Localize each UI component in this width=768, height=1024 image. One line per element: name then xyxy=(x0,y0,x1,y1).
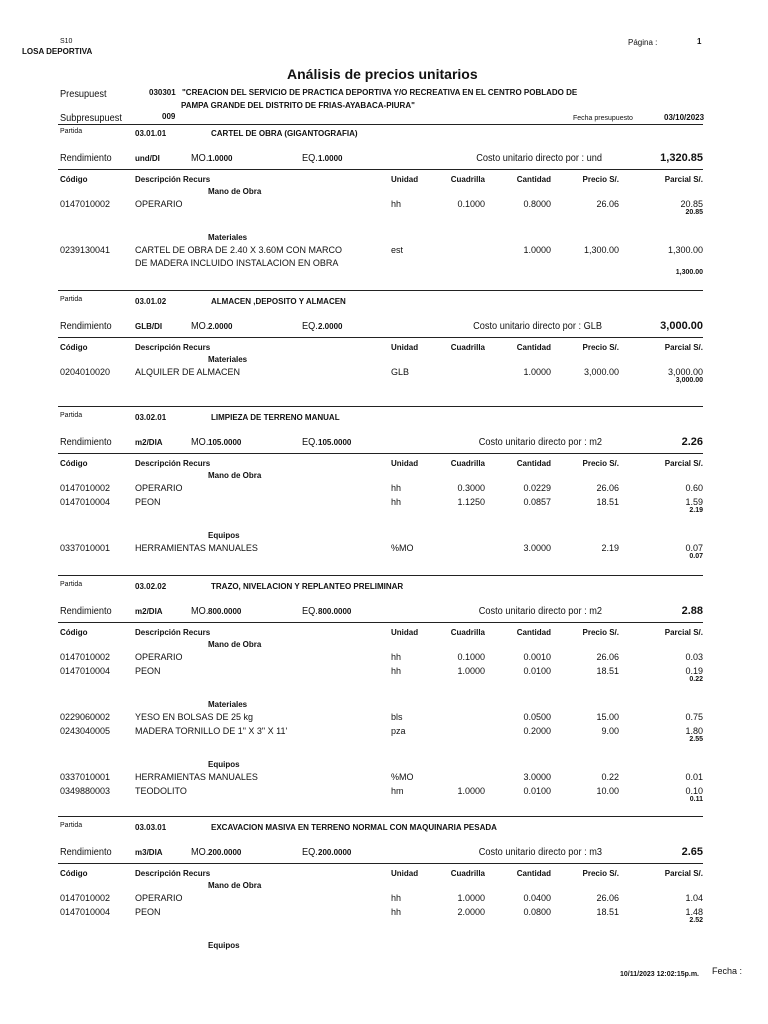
mo-value: 800.0000 xyxy=(208,607,242,616)
costo-unitario-label: Costo unitario directo por : m2 xyxy=(478,437,602,448)
col-descripcion: Descripción Recurs xyxy=(135,628,211,637)
item-parcial: 0.07 xyxy=(685,543,703,553)
col-descripcion: Descripción Recurs xyxy=(135,869,211,878)
item-precio: 26.06 xyxy=(596,199,619,209)
col-descripcion: Descripción Recurs xyxy=(135,459,211,468)
col-codigo: Código xyxy=(60,343,88,352)
item-cuadrilla: 0.1000 xyxy=(457,652,485,662)
col-precio: Precio S/. xyxy=(582,869,619,878)
item-description: PEON xyxy=(135,497,161,507)
group-subtotal: 2.19 xyxy=(689,507,703,514)
item-parcial: 0.01 xyxy=(685,772,703,782)
item-parcial: 0.75 xyxy=(685,712,703,722)
item-cantidad: 1.0000 xyxy=(523,367,551,377)
item-parcial: 1.04 xyxy=(685,893,703,903)
item-parcial: 0.60 xyxy=(685,483,703,493)
rendimiento-divider xyxy=(58,453,703,454)
item-precio: 15.00 xyxy=(596,712,619,722)
item-unit: hh xyxy=(391,483,402,493)
group-header: Mano de Obra xyxy=(208,640,262,649)
col-parcial: Parcial S/. xyxy=(664,175,703,184)
costo-unitario-label: Costo unitario directo por : GLB xyxy=(473,321,602,332)
group-subtotal: 0.07 xyxy=(689,553,703,560)
item-unit: hh xyxy=(391,893,402,903)
rendimiento-divider xyxy=(58,337,703,338)
col-parcial: Parcial S/. xyxy=(664,459,703,468)
partida-name: LIMPIEZA DE TERRENO MANUAL xyxy=(211,413,340,422)
group-header: Equipos xyxy=(208,941,240,950)
rendimiento-label: Rendimiento xyxy=(60,321,112,332)
col-cantidad: Cantidad xyxy=(516,343,551,352)
item-cuadrilla: 1.1250 xyxy=(457,497,485,507)
item-description: OPERARIO xyxy=(135,199,183,209)
page-label: Página : xyxy=(628,38,658,47)
item-parcial: 0.03 xyxy=(685,652,703,662)
col-unidad: Unidad xyxy=(391,343,419,352)
col-precio: Precio S/. xyxy=(582,343,619,352)
col-descripcion: Descripción Recurs xyxy=(135,343,211,352)
item-code: 0147010004 xyxy=(60,907,111,917)
system-label: S10 xyxy=(60,38,73,45)
item-code: 0147010004 xyxy=(60,666,111,676)
item-code: 0147010002 xyxy=(60,652,111,662)
item-description: HERRAMIENTAS MANUALES xyxy=(135,772,258,782)
group-header: Equipos xyxy=(208,531,240,540)
mo-label: MO. xyxy=(191,847,209,858)
item-code: 0229060002 xyxy=(60,712,111,722)
page-title: Análisis de precios unitarios xyxy=(287,66,478,82)
item-description: OPERARIO xyxy=(135,893,183,903)
partida-label: Partida xyxy=(60,822,83,829)
rendimiento-divider xyxy=(58,863,703,864)
partida-label: Partida xyxy=(60,128,83,135)
mo-label: MO. xyxy=(191,321,209,332)
item-cantidad: 0.0010 xyxy=(523,652,551,662)
item-precio: 26.06 xyxy=(596,483,619,493)
col-precio: Precio S/. xyxy=(582,175,619,184)
group-header: Mano de Obra xyxy=(208,471,262,480)
partida-label: Partida xyxy=(60,412,83,419)
item-parcial: 0.10 xyxy=(685,786,703,796)
eq-value: 200.0000 xyxy=(318,848,352,857)
partida-code: 03.01.01 xyxy=(135,129,167,138)
page-number: 1 xyxy=(697,37,702,46)
col-codigo: Código xyxy=(60,459,88,468)
fecha-presupuesto-label: Fecha presupuesto xyxy=(573,115,633,122)
col-parcial: Parcial S/. xyxy=(664,628,703,637)
item-cuadrilla: 0.1000 xyxy=(457,199,485,209)
item-cantidad: 0.0400 xyxy=(523,893,551,903)
partida-name: EXCAVACION MASIVA EN TERRENO NORMAL CON MAQUINARIA PESADA xyxy=(211,823,497,832)
project-short-name: LOSA DEPORTIVA xyxy=(22,47,93,56)
col-cuadrilla: Cuadrilla xyxy=(450,343,485,352)
item-parcial: 1,300.00 xyxy=(667,245,703,255)
item-cuadrilla: 1.0000 xyxy=(457,893,485,903)
col-codigo: Código xyxy=(60,175,88,184)
item-precio: 18.51 xyxy=(596,497,619,507)
item-parcial: 3,000.00 xyxy=(667,367,703,377)
mo-label: MO. xyxy=(191,153,209,164)
col-descripcion: Descripción Recurs xyxy=(135,175,211,184)
item-description: OPERARIO xyxy=(135,652,183,662)
item-precio: 18.51 xyxy=(596,666,619,676)
col-precio: Precio S/. xyxy=(582,459,619,468)
col-cuadrilla: Cuadrilla xyxy=(450,459,485,468)
group-subtotal: 2.52 xyxy=(689,917,703,924)
item-precio: 26.06 xyxy=(596,652,619,662)
rendimiento-unit: GLB/DI xyxy=(135,322,163,331)
partida-label: Partida xyxy=(60,581,83,588)
costo-unitario-label: Costo unitario directo por : m2 xyxy=(478,606,602,617)
costo-unitario-value: 2.65 xyxy=(681,846,703,858)
item-precio: 3,000.00 xyxy=(583,367,619,377)
header-divider xyxy=(58,124,703,125)
partida-divider xyxy=(58,816,703,817)
presupuesto-code: 030301 xyxy=(149,88,176,97)
rendimiento-unit: m3/DIA xyxy=(135,848,163,857)
group-header: Mano de Obra xyxy=(208,881,262,890)
item-code: 0147010002 xyxy=(60,893,111,903)
item-code: 0239130041 xyxy=(60,245,111,255)
group-header: Materiales xyxy=(208,233,248,242)
col-parcial: Parcial S/. xyxy=(664,343,703,352)
col-unidad: Unidad xyxy=(391,459,419,468)
item-cantidad: 0.8000 xyxy=(523,199,551,209)
item-code: 0147010002 xyxy=(60,199,111,209)
presupuesto-desc-line1: "CREACION DEL SERVICIO DE PRACTICA DEPORTIVA Y/O RECREATIVA EN EL CENTRO POBLADO DE xyxy=(182,88,578,97)
rendimiento-label: Rendimiento xyxy=(60,153,112,164)
eq-label: EQ. xyxy=(302,606,318,617)
subpresupuesto-code: 009 xyxy=(162,112,176,121)
col-unidad: Unidad xyxy=(391,869,419,878)
item-precio: 9.00 xyxy=(601,726,619,736)
fecha-presupuesto: 03/10/2023 xyxy=(664,113,705,122)
item-parcial: 1.80 xyxy=(685,726,703,736)
partida-divider xyxy=(58,290,703,291)
col-unidad: Unidad xyxy=(391,175,419,184)
item-unit: pza xyxy=(391,726,406,736)
item-description-line2: DE MADERA INCLUIDO INSTALACION EN OBRA xyxy=(135,258,339,268)
item-unit: hh xyxy=(391,497,402,507)
eq-label: EQ. xyxy=(302,153,318,164)
rendimiento-label: Rendimiento xyxy=(60,606,112,617)
partida-code: 03.01.02 xyxy=(135,297,167,306)
item-unit: hh xyxy=(391,666,402,676)
item-cantidad: 3.0000 xyxy=(523,772,551,782)
rendimiento-label: Rendimiento xyxy=(60,437,112,448)
item-code: 0243040005 xyxy=(60,726,111,736)
costo-unitario-label: Costo unitario directo por : und xyxy=(476,153,602,164)
eq-value: 2.0000 xyxy=(318,322,343,331)
item-parcial: 20.85 xyxy=(680,199,703,209)
eq-label: EQ. xyxy=(302,437,318,448)
col-precio: Precio S/. xyxy=(582,628,619,637)
col-cuadrilla: Cuadrilla xyxy=(450,175,485,184)
item-unit: est xyxy=(391,245,404,255)
group-header: Equipos xyxy=(208,760,240,769)
item-precio: 1,300.00 xyxy=(583,245,619,255)
item-cantidad: 0.0800 xyxy=(523,907,551,917)
mo-value: 1.0000 xyxy=(208,154,233,163)
partida-name: CARTEL DE OBRA (GIGANTOGRAFIA) xyxy=(211,129,358,138)
group-subtotal: 2.55 xyxy=(689,736,703,743)
mo-value: 2.0000 xyxy=(208,322,233,331)
footer-fecha-label: Fecha : xyxy=(712,966,743,976)
eq-label: EQ. xyxy=(302,847,318,858)
partida-code: 03.02.01 xyxy=(135,413,167,422)
item-precio: 2.19 xyxy=(601,543,619,553)
col-cantidad: Cantidad xyxy=(516,175,551,184)
item-cantidad: 0.2000 xyxy=(523,726,551,736)
col-codigo: Código xyxy=(60,628,88,637)
item-cuadrilla: 1.0000 xyxy=(457,786,485,796)
item-unit: hh xyxy=(391,652,402,662)
item-code: 0147010002 xyxy=(60,483,111,493)
item-cantidad: 0.0500 xyxy=(523,712,551,722)
item-cantidad: 1.0000 xyxy=(523,245,551,255)
presupuesto-label: Presupuest xyxy=(60,89,107,100)
item-cantidad: 3.0000 xyxy=(523,543,551,553)
partida-code: 03.02.02 xyxy=(135,582,167,591)
item-precio: 18.51 xyxy=(596,907,619,917)
group-header: Materiales xyxy=(208,355,248,364)
group-header: Mano de Obra xyxy=(208,187,262,196)
costo-unitario-value: 3,000.00 xyxy=(660,320,703,332)
col-cuadrilla: Cuadrilla xyxy=(450,628,485,637)
rendimiento-divider xyxy=(58,622,703,623)
col-unidad: Unidad xyxy=(391,628,419,637)
rendimiento-unit: und/DI xyxy=(135,154,160,163)
item-parcial: 0.19 xyxy=(685,666,703,676)
partida-divider xyxy=(58,575,703,576)
item-unit: GLB xyxy=(391,367,410,377)
item-precio: 0.22 xyxy=(601,772,619,782)
group-subtotal: 20.85 xyxy=(685,209,703,216)
partida-name: TRAZO, NIVELACION Y REPLANTEO PRELIMINAR xyxy=(211,582,404,591)
item-code: 0147010004 xyxy=(60,497,111,507)
item-description: MADERA TORNILLO DE 1" X 3" X 11' xyxy=(135,726,288,736)
item-unit: hm xyxy=(391,786,404,796)
partida-name: ALMACEN ,DEPOSITO Y ALMACEN xyxy=(211,297,346,306)
mo-label: MO. xyxy=(191,437,209,448)
group-subtotal: 0.11 xyxy=(689,796,703,803)
item-code: 0204010020 xyxy=(60,367,111,377)
item-cantidad: 0.0229 xyxy=(523,483,551,493)
item-code: 0337010001 xyxy=(60,772,111,782)
item-description: CARTEL DE OBRA DE 2.40 X 3.60M CON MARCO xyxy=(135,245,343,255)
item-precio: 10.00 xyxy=(596,786,619,796)
item-description: HERRAMIENTAS MANUALES xyxy=(135,543,258,553)
group-subtotal: 1,300.00 xyxy=(675,269,703,276)
item-description: PEON xyxy=(135,666,161,676)
costo-unitario-label: Costo unitario directo por : m3 xyxy=(478,847,602,858)
costo-unitario-value: 1,320.85 xyxy=(660,152,703,164)
item-cantidad: 0.0100 xyxy=(523,786,551,796)
eq-value: 1.0000 xyxy=(318,154,343,163)
eq-label: EQ. xyxy=(302,321,318,332)
eq-value: 800.0000 xyxy=(318,607,352,616)
group-header: Materiales xyxy=(208,700,248,709)
item-unit: hh xyxy=(391,907,402,917)
col-cantidad: Cantidad xyxy=(516,869,551,878)
mo-label: MO. xyxy=(191,606,209,617)
col-parcial: Parcial S/. xyxy=(664,869,703,878)
item-code: 0349880003 xyxy=(60,786,111,796)
partida-code: 03.03.01 xyxy=(135,823,167,832)
item-description: OPERARIO xyxy=(135,483,183,493)
item-cantidad: 0.0100 xyxy=(523,666,551,676)
eq-value: 105.0000 xyxy=(318,438,352,447)
costo-unitario-value: 2.88 xyxy=(681,605,703,617)
col-cuadrilla: Cuadrilla xyxy=(450,869,485,878)
item-description: TEODOLITO xyxy=(135,786,187,796)
item-unit: %MO xyxy=(391,543,414,553)
col-codigo: Código xyxy=(60,869,88,878)
item-cuadrilla: 0.3000 xyxy=(457,483,485,493)
mo-value: 105.0000 xyxy=(208,438,242,447)
item-code: 0337010001 xyxy=(60,543,111,553)
item-unit: hh xyxy=(391,199,402,209)
col-cantidad: Cantidad xyxy=(516,459,551,468)
item-cuadrilla: 1.0000 xyxy=(457,666,485,676)
partida-divider xyxy=(58,406,703,407)
partida-label: Partida xyxy=(60,296,83,303)
footer-datetime: 10/11/2023 12:02:15p.m. xyxy=(620,971,700,978)
rendimiento-label: Rendimiento xyxy=(60,847,112,858)
item-description: PEON xyxy=(135,907,161,917)
item-description: ALQUILER DE ALMACEN xyxy=(135,367,241,377)
item-cantidad: 0.0857 xyxy=(523,497,551,507)
col-cantidad: Cantidad xyxy=(516,628,551,637)
item-unit: %MO xyxy=(391,772,414,782)
item-description: YESO EN BOLSAS DE 25 kg xyxy=(135,712,254,722)
item-parcial: 1.59 xyxy=(685,497,703,507)
item-parcial: 1.48 xyxy=(685,907,703,917)
rendimiento-divider xyxy=(58,169,703,170)
group-subtotal: 0.22 xyxy=(689,676,703,683)
item-unit: bls xyxy=(391,712,403,722)
presupuesto-desc-line2: PAMPA GRANDE DEL DISTRITO DE FRIAS-AYABACA-PIURA" xyxy=(181,101,415,110)
item-cuadrilla: 2.0000 xyxy=(457,907,485,917)
costo-unitario-value: 2.26 xyxy=(681,436,703,448)
mo-value: 200.0000 xyxy=(208,848,242,857)
item-precio: 26.06 xyxy=(596,893,619,903)
rendimiento-unit: m2/DIA xyxy=(135,607,163,616)
subpresupuesto-label: Subpresupuest xyxy=(60,113,122,124)
rendimiento-unit: m2/DIA xyxy=(135,438,163,447)
group-subtotal: 3,000.00 xyxy=(675,377,703,384)
